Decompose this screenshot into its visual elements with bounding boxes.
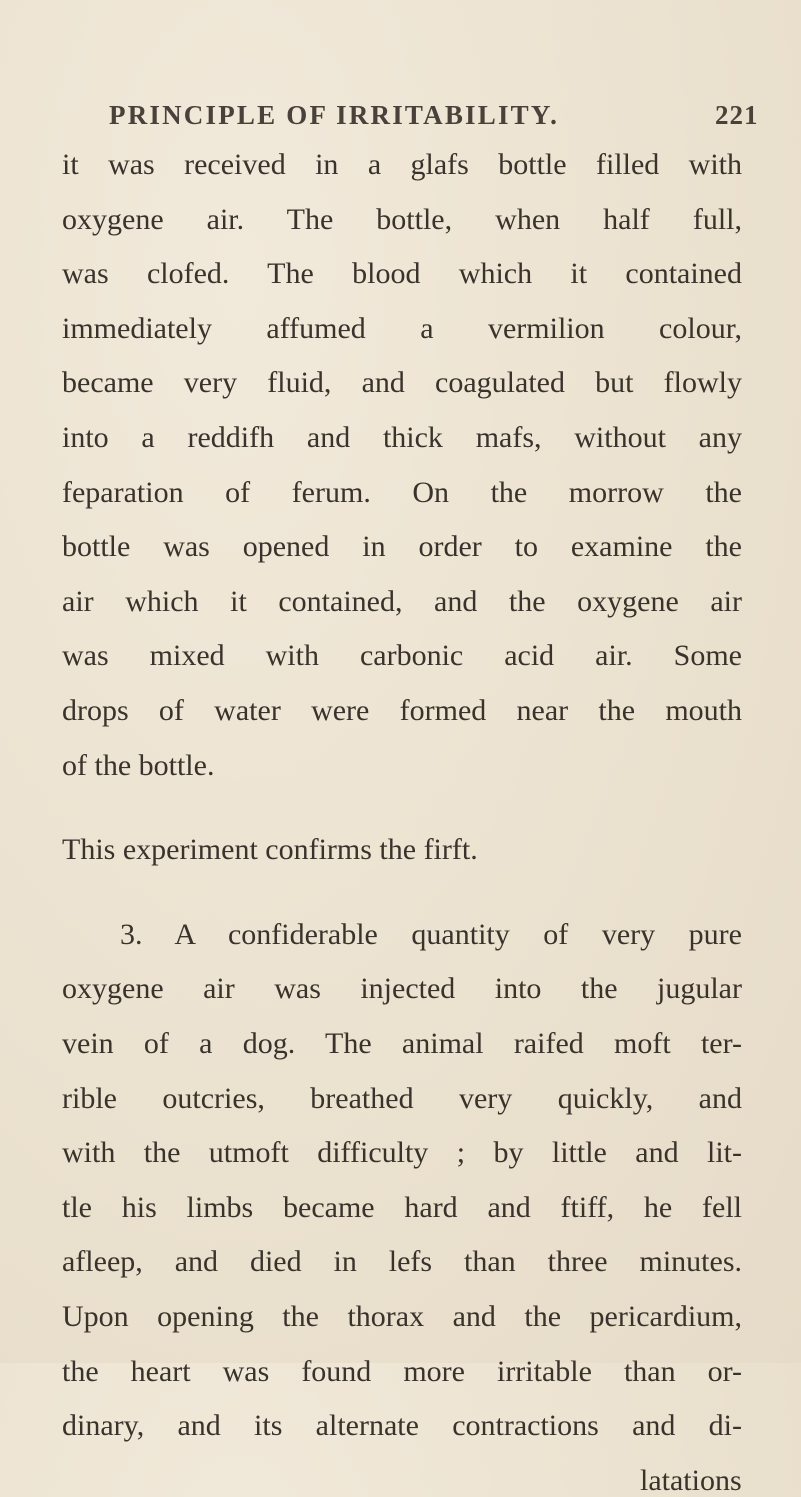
text-line: into a reddifh and thick mafs, without any [62, 421, 742, 454]
running-head [0, 100, 801, 140]
text-line: immediately affumed a vermilion colour, [62, 311, 742, 345]
text-line: tle his limbs became hard and ftiff, he fell [62, 1190, 742, 1224]
text-line: air which it contained, and the oxygene air [62, 584, 742, 618]
text-line: bottle was opened in order to examine the [62, 530, 742, 564]
text-line: was clofed. The blood which it contained [62, 257, 742, 291]
text-line: it was received in a glafs bottle filled with [62, 148, 742, 181]
text-line: rible outcries, breathed very quickly, and [62, 1081, 742, 1115]
page-number: 221 [715, 100, 759, 130]
text-line: became very fluid, and coagulated but flowly [62, 366, 742, 400]
running-title: PRINCIPLE OF IRRITABILITY. [109, 100, 560, 130]
text-line: oxygene air. The bottle, when half full, [62, 202, 742, 236]
text-line: vein of a dog. The animal raifed moft ter- [62, 1027, 742, 1060]
text-line: drops of water were formed near the mouth [62, 694, 742, 727]
text-line: dinary, and its alternate contractions and di- [62, 1409, 742, 1443]
text-line: the heart was found more irritable than or- [62, 1354, 742, 1388]
text-line: was mixed with carbonic acid air. Some [62, 639, 742, 673]
text-line: oxygene air was injected into the jugular [62, 972, 742, 1006]
text-line: of the bottle. [62, 748, 215, 782]
text-line: Upon opening the thorax and the pericardium, [62, 1300, 742, 1333]
catchword: latations [640, 1463, 742, 1497]
text-line: with the utmoft difficulty ; by little and lit- [62, 1136, 742, 1170]
text-line: feparation of ferum. On the morrow the [62, 475, 742, 509]
text-line: 3. A confiderable quantity of very pure [120, 917, 742, 951]
text-line: afleep, and died in lefs than three minutes. [62, 1245, 742, 1279]
text-line: This experiment confirms the firft. [62, 833, 478, 867]
